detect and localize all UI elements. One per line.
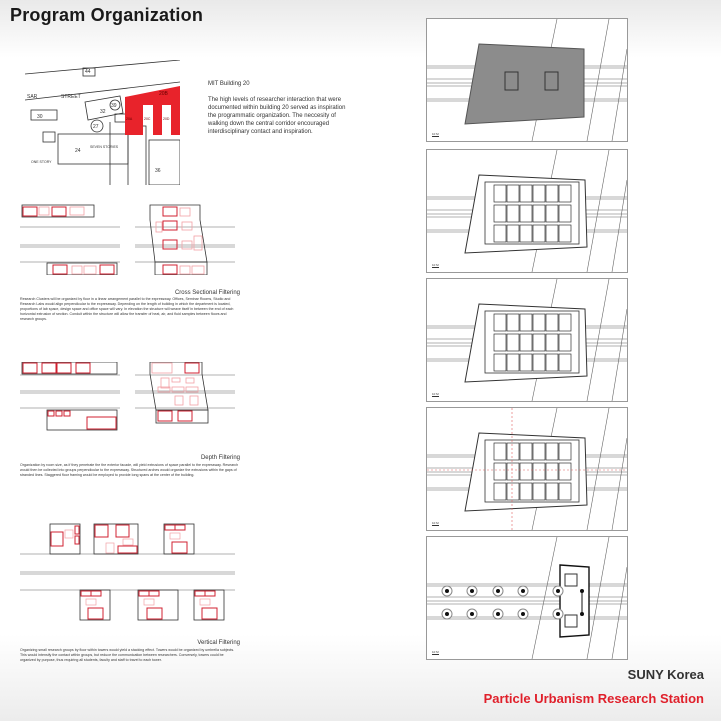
map-label: STREET <box>61 94 81 100</box>
map-label: 20C <box>144 117 151 121</box>
map-label: SAR <box>27 94 38 100</box>
section-body: Organizing small research groups by floor within towers would yield a stacking effect. Towers would be organized by umbrella subjects. This would intensify the contact within groups, but reduce the communication between researchers. Conversely, towers could be organized by purpose, thus requiring all students, faculty and staff to travel to each tower. <box>20 648 235 662</box>
map-label: 20B <box>159 91 168 97</box>
site-plan-3 <box>426 278 628 402</box>
site-map-mit-building-20 <box>25 60 180 185</box>
site-plan-2 <box>426 149 628 273</box>
map-label: 36 <box>155 168 161 174</box>
scale-bar: 10 M <box>432 650 439 654</box>
mit-body: The high levels of researcher interaction that were documented within building 20 served as inspiration the programmatic organization. The neccesity of walking down the central corridor encouraged interdisciplinary contact and inspiration. <box>208 97 346 135</box>
section-title: Depth Filtering <box>200 455 240 461</box>
scale-bar: 10 M <box>432 263 439 267</box>
depth-diagram <box>20 362 245 434</box>
site-plan-1 <box>426 18 628 142</box>
scale-bar: 10 M <box>432 132 439 136</box>
map-label: 30 <box>37 114 43 120</box>
map-label: 44 <box>85 69 91 75</box>
vertical-diagram <box>20 522 245 627</box>
page-title: Program Organization <box>10 5 204 25</box>
section-body: Organization by room size, as if they penetrate the the exterior facade, will yield extrusions of space parallel to the expressway. Research would then be collected into groups perpendicular to the expressway. Structured arches would organize the extrusions within the gaps of stranded lines. Staggered floor framing would be employed to provide long spans at the center of the building. <box>20 463 239 477</box>
scale-bar: 10 M <box>432 392 439 396</box>
map-label: 39 <box>111 103 117 109</box>
map-label: 27 <box>93 124 99 130</box>
scale-bar: 10 M <box>432 521 439 525</box>
map-label: 24 <box>75 148 81 154</box>
map-label: 20D <box>163 117 170 121</box>
mit-caption <box>208 80 348 136</box>
map-label: SEVEN STORIES <box>90 145 119 149</box>
section-title: Cross Sectional Filtering <box>174 290 240 296</box>
mit-heading: MIT Building 20 <box>208 81 250 87</box>
project-name: Particle Urbanism Research Station <box>483 691 704 706</box>
school-name: SUNY Korea <box>627 667 704 682</box>
site-plan-5 <box>426 536 628 660</box>
map-label: 32 <box>100 109 106 115</box>
section-title: Vertical Filtering <box>197 640 240 646</box>
map-label: ONE STORY <box>31 160 52 164</box>
section-body: Research Clusters will be organized by floor in a linear arrangement parallel to the expressway. Offices, Seminar Rooms, Studio and Research Labs would align perpendicular to the expressway. Depending on the length of building in which the department is located, proportions of lab space, design space and office space will vary. In elevation the structure will weave itself in between the end of each horizontal extrusion of section. Conduit within the structure will allow the transfer of heat, air, and fluid samples between floors and research groups. <box>20 297 234 321</box>
map-label: 20A <box>126 117 133 121</box>
cross-sectional-diagram <box>20 200 245 275</box>
site-plan-4 <box>426 407 628 531</box>
